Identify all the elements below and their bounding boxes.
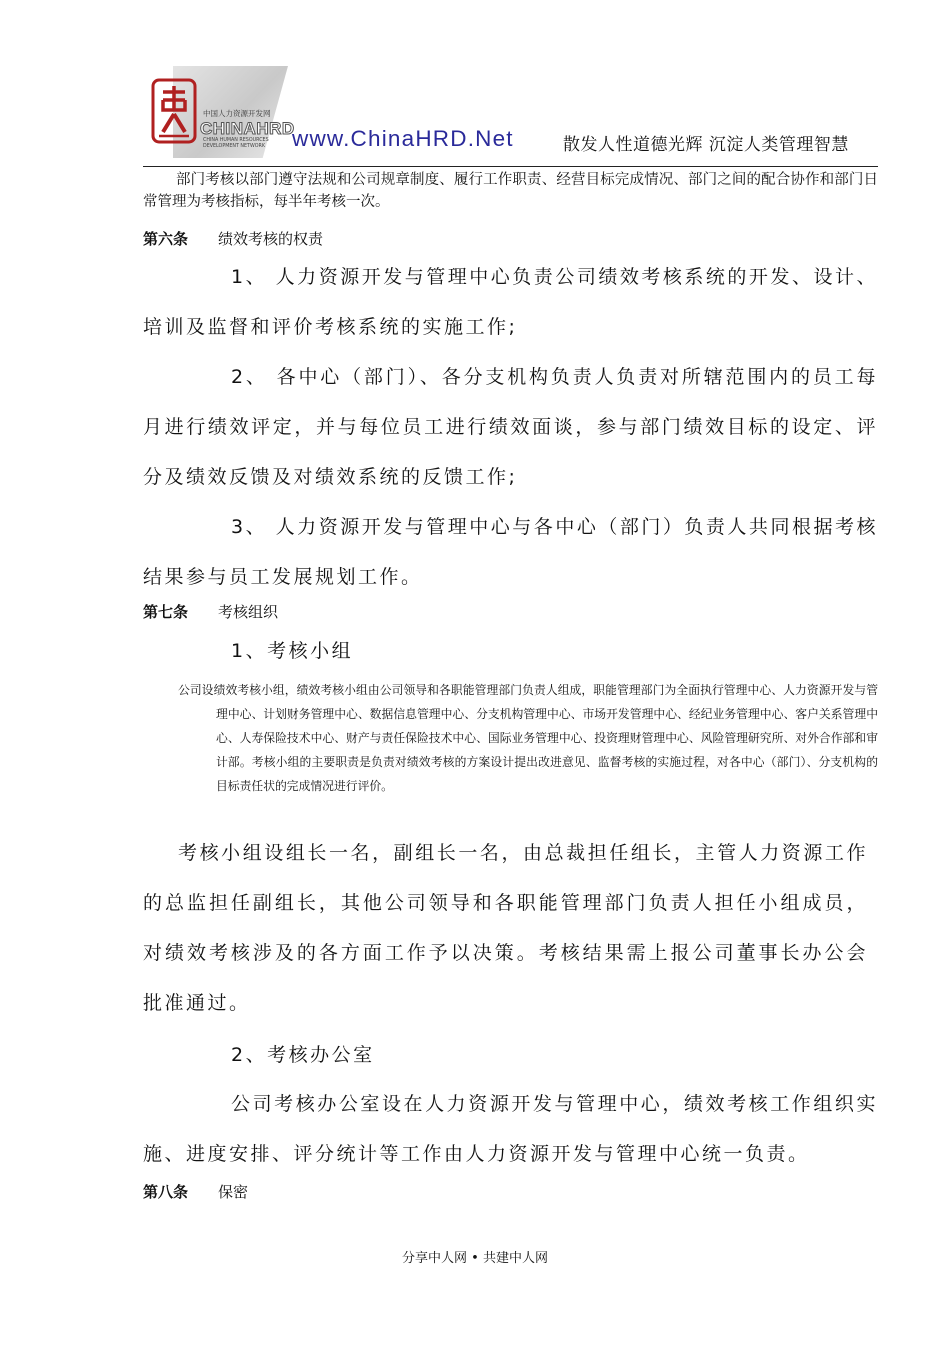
article-7-title: 考核组织 [218, 603, 279, 621]
intro-paragraph: 部门考核以部门遵守法规和公司规章制度、履行工作职责、经营目标完成情况、部门之间的配合协作和部门日常管理为考核指标，每半年考核一次。 [143, 172, 878, 210]
article-7-paragraph-2: 公司考核办公室设在人力资源开发与管理中心，绩效考核工作组织实施、进度安排、评分统计等工作由人力资源开发与管理中心统一负责。 [143, 1093, 878, 1165]
article-7-subheading-2: 2、考核办公室 [231, 1044, 375, 1066]
article-7-number: 第七条 [143, 603, 189, 621]
article-7-subheading-1: 1、考核小组 [231, 640, 354, 662]
article-8-heading [143, 1181, 248, 1202]
article-6-item-3: 3、 人力资源开发与管理中心与各中心（部门）负责人共同根据考核结果参与员工发展规划工作。 [143, 516, 878, 588]
article-7-detail-paragraph: 公司设绩效考核小组，绩效考核小组由公司领导和各职能管理部门负责人组成，职能管理部门为全面执行管理中心、人力资源开发与管理中心、计划财务管理中心、数据信息管理中心、分支机构管理中心、市场开发管理中心、经纪业务管理中心、客户关系管理中心、人寿保险技术中心、财产与责任保险技术中心、国际业务管理中心、投资理财管理中心、风险管理研究所、对外合作部和审计部。考核小组的主要职责是负责对绩效考核的方案设计提出改进意见、监督考核的实施过程，对各中心（部门）、分支机构的目标责任状的完成情况进行评价。 [178, 683, 878, 793]
page-footer: 分享中人网 • 共建中人网 [402, 1251, 548, 1266]
logo-chinese-name: 中国人力资源开发网 [203, 109, 271, 118]
header-slogan: 散发人性道德光辉 沉淀人类管理智慧 [563, 135, 849, 155]
seal-logo-icon [149, 70, 199, 154]
article-8-title: 保密 [218, 1183, 249, 1201]
logo-subtitle: CHINA HUMAN RESOURCES DEVELOPMENT NETWORK [203, 138, 269, 149]
article-6-item-1: 1、 人力资源开发与管理中心负责公司绩效考核系统的开发、设计、培训及监督和评价考核系统的实施工作; [143, 266, 878, 338]
article-6-item-2: 2、 各中心（部门）、各分支机构负责人负责对所辖范围内的员工每月进行绩效评定，并与每位员工进行绩效面谈，参与部门绩效目标的设定、评分及绩效反馈及对绩效系统的反馈工作; [143, 366, 878, 488]
site-url-link[interactable]: www.ChinaHRD.Net [292, 126, 514, 151]
header-divider [143, 166, 878, 167]
article-6-heading [143, 228, 323, 249]
article-6-title: 绩效考核的权责 [218, 230, 324, 248]
site-logo [143, 66, 295, 166]
logo-english-name: CHINAHRD [200, 119, 295, 138]
article-6-number: 第六条 [143, 230, 189, 248]
article-8-number: 第八条 [143, 1183, 189, 1201]
article-7-heading [143, 601, 278, 622]
article-7-paragraph-1: 考核小组设组长一名，副组长一名，由总裁担任组长，主管人力资源工作的总监担任副组长，其他公司领导和各职能管理部门负责人担任小组成员，对绩效考核涉及的各方面工作予以决策。考核结果需上报公司董事长办公会批准通过。 [143, 842, 868, 1014]
